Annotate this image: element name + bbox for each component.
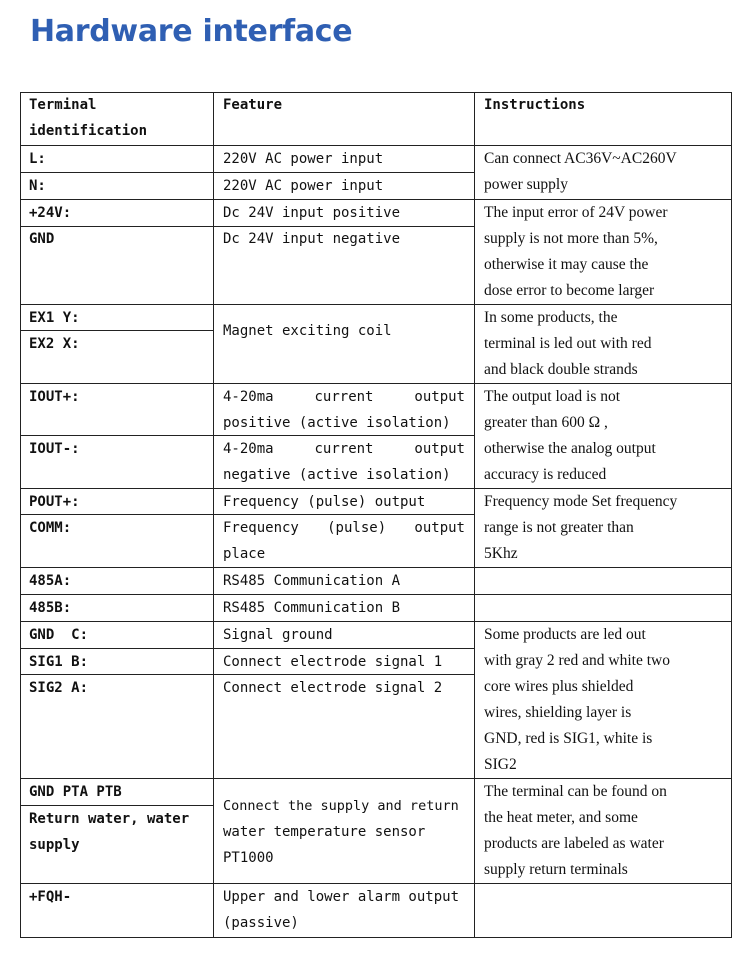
feature-fqh-line1: Upper and lower alarm output [223, 889, 460, 905]
feature-gnd: Dc 24V input negative [223, 231, 401, 247]
feature-iout-minus-line2: negative (active isolation) [223, 467, 451, 483]
instr-pt-line4: supply return terminals [484, 861, 628, 878]
feature-word: current [314, 389, 374, 405]
page-title: Hardware interface [30, 14, 353, 49]
instr-pt-line2: the heat meter, and some [484, 809, 638, 826]
header-terminal-line1: Terminal [29, 97, 97, 113]
feature-word: output [414, 389, 465, 405]
instr-sig-line4: wires, shielding layer is [484, 704, 632, 721]
terminal-485b: 485B: [29, 600, 72, 616]
instr-power-line2: power supply [484, 176, 568, 193]
terminal-iout-minus: IOUT-: [29, 441, 80, 457]
terminal-sig1-b: SIG1 B: [29, 654, 89, 670]
instr-dc-line1: The input error of 24V power [484, 204, 668, 221]
feature-word: Frequency [223, 520, 299, 536]
instr-coil-line3: and black double strands [484, 361, 638, 378]
instr-sig-line3: core wires plus shielded [484, 678, 634, 695]
feature-coil: Magnet exciting coil [223, 323, 392, 339]
terminal-iout-plus: IOUT+: [29, 389, 80, 405]
terminal-gnd-c: GND C: [29, 627, 89, 643]
feature-word: (pulse) [327, 520, 387, 536]
instr-iout-line1: The output load is not [484, 388, 621, 405]
terminal-n: N: [29, 178, 46, 194]
feature-word: output [414, 441, 465, 457]
instr-iout-line2: greater than 600 Ω , [484, 414, 608, 431]
instr-freq-line2: range is not greater than [484, 519, 634, 536]
feature-sig1: Connect electrode signal 1 [223, 654, 443, 670]
instr-sig-line2: with gray 2 red and white two [484, 652, 670, 669]
instr-iout-line4: accuracy is reduced [484, 466, 607, 483]
header-terminal-line2: identification [29, 123, 148, 139]
feature-pout: Frequency (pulse) output [223, 494, 426, 510]
feature-word: current [314, 441, 374, 457]
instr-freq-line3: 5Khz [484, 545, 518, 562]
feature-pt1000-line3: PT1000 [223, 850, 274, 866]
terminal-ex2x: EX2 X: [29, 336, 80, 352]
hardware-interface-table [20, 92, 732, 938]
terminal-ex1y: EX1 Y: [29, 310, 80, 326]
feature-24v: Dc 24V input positive [223, 205, 401, 221]
feature-l: 220V AC power input [223, 151, 384, 167]
instr-coil-line1: In some products, the [484, 309, 618, 326]
instr-pt-line3: products are labeled as water [484, 835, 664, 852]
feature-word: 4-20ma [223, 441, 274, 457]
instr-dc-line3: otherwise it may cause the [484, 256, 649, 273]
terminal-gnd-pta-ptb: GND PTA PTB [29, 784, 122, 800]
instr-pt-line1: The terminal can be found on [484, 783, 667, 800]
terminal-fqh: +FQH- [29, 889, 72, 905]
header-instructions: Instructions [484, 97, 586, 113]
instr-coil-line2: terminal is led out with red [484, 335, 652, 352]
instr-iout-line3: otherwise the analog output [484, 440, 656, 457]
instr-sig-line1: Some products are led out [484, 626, 646, 643]
instr-sig-line5: GND, red is SIG1, white is [484, 730, 653, 747]
feature-pt1000-line1: Connect the supply and return [223, 798, 459, 814]
feature-iout-plus-line2: positive (active isolation) [223, 415, 451, 431]
terminal-l: L: [29, 151, 46, 167]
feature-485b: RS485 Communication B [223, 600, 401, 616]
instr-power-line1: Can connect AC36V~AC260V [484, 150, 677, 167]
header-feature: Feature [223, 97, 283, 113]
terminal-return-water-line2: supply [29, 837, 80, 853]
feature-485a: RS485 Communication A [223, 573, 401, 589]
instr-sig-line6: SIG2 [484, 756, 517, 773]
instr-freq-line1: Frequency mode Set frequency [484, 493, 678, 510]
feature-sig2: Connect electrode signal 2 [223, 680, 443, 696]
terminal-sig2-a: SIG2 A: [29, 680, 89, 696]
terminal-pout-plus: POUT+: [29, 494, 80, 510]
feature-iout-plus-line1 [223, 384, 465, 410]
feature-iout-minus-line1 [223, 436, 465, 462]
terminal-return-water-line1: Return water, water [29, 811, 190, 827]
feature-comm-line2: place [223, 546, 266, 562]
terminal-gnd: GND [29, 231, 55, 247]
terminal-comm: COMM: [29, 520, 72, 536]
feature-word: 4-20ma [223, 389, 274, 405]
instr-dc-line2: supply is not more than 5%, [484, 230, 658, 247]
terminal-485a: 485A: [29, 573, 72, 589]
terminal-24v: +24V: [29, 205, 72, 221]
instr-dc-line4: dose error to become larger [484, 282, 655, 299]
feature-gnd-c: Signal ground [223, 627, 333, 643]
feature-word: output [414, 520, 465, 536]
feature-pt1000-line2: water temperature sensor [223, 824, 426, 840]
feature-n: 220V AC power input [223, 178, 384, 194]
feature-comm-line1 [223, 515, 465, 541]
feature-fqh-line2: (passive) [223, 915, 299, 931]
